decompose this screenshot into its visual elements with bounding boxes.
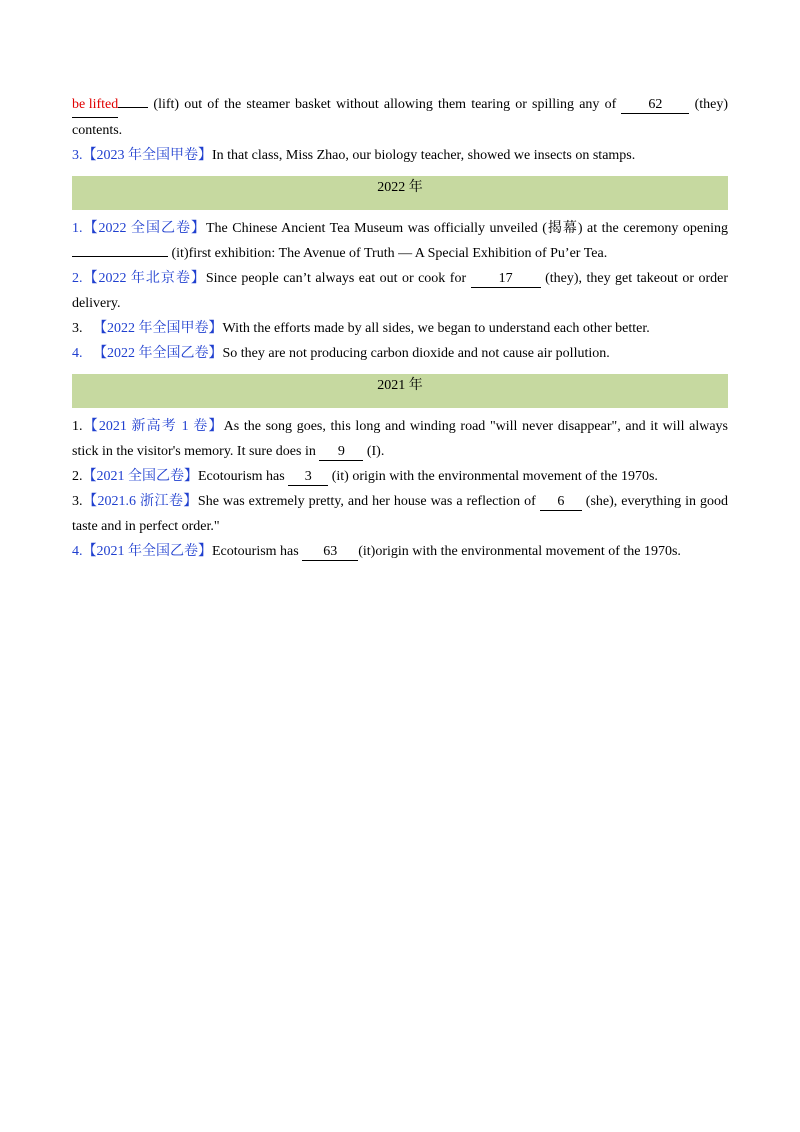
item-number: 2. [72, 469, 83, 484]
exam-source-tag: 【2022 年全国乙卷】 [93, 346, 223, 361]
item-2022-2 [72, 266, 728, 316]
exam-source-tag: 【2021 新高考 1 卷】 [82, 419, 224, 434]
item-number: 1. [72, 419, 83, 434]
item-text-a: As the song goes, this long and winding road "will never disappear", and it will always stick in the visitor's memory. It sure does in [72, 419, 729, 459]
item-text-a: The Chinese Ancient Tea Museum was officially unveiled (揭幕) at the ceremony opening [206, 221, 729, 236]
item-2023-3 [72, 143, 728, 168]
exam-source-tag: 【2023 年全国甲卷】 [82, 148, 212, 163]
item-2022-4 [72, 341, 728, 366]
item-number: 3. [72, 148, 83, 163]
section-header-2022: 2022 年 [72, 176, 728, 210]
item-text-b: (it)origin with the environmental movement of the 1970s. [358, 544, 681, 559]
section-header-2021: 2021 年 [72, 374, 728, 408]
item-number: 4. [72, 544, 83, 559]
answer-blank: 17 [471, 271, 541, 288]
exam-source-tag: 【2022 年全国甲卷】 [93, 321, 223, 336]
item-text: With the efforts made by all sides, we began to understand each other better. [222, 321, 650, 336]
item-number: 3. [72, 494, 83, 509]
intro-text-a: (lift) out of the steamer basket without allowing them tearing or spilling any of [148, 97, 622, 112]
item-text-b: (it)first exhibition: The Avenue of Truth — A Special Exhibition of Pu’er Tea. [168, 246, 608, 261]
item-text-a: Ecotourism has [212, 544, 303, 559]
answer-blank: 9 [319, 444, 363, 461]
item-text-b: (she), everything in good taste and in perfect order." [72, 494, 729, 534]
exam-source-tag: 【2022 年北京卷】 [82, 271, 206, 286]
intro-paragraph [72, 92, 728, 143]
intro-blank-62: 62 [621, 97, 689, 114]
item-text-b: (I). [363, 444, 385, 459]
answer-blank: 63 [302, 544, 358, 561]
item-2021-3 [72, 489, 728, 539]
item-text-a: She was extremely pretty, and her house was a reflection of [197, 494, 540, 509]
document-content [72, 92, 728, 564]
item-2021-2 [72, 464, 728, 489]
intro-answer-blank [118, 107, 148, 108]
exam-source-tag: 【2021 全国乙卷】 [82, 469, 198, 484]
item-text-a: Since people can’t always eat out or cook for [205, 271, 471, 286]
intro-text-b: (they) contents. [72, 97, 728, 138]
answer-blank: 6 [540, 494, 582, 511]
item-number: 4. [72, 346, 83, 361]
item-number: 1. [72, 221, 83, 236]
item-2021-1 [72, 414, 728, 464]
item-text: So they are not producing carbon dioxide and not cause air pollution. [222, 346, 610, 361]
answer-blank: 3 [288, 469, 328, 486]
item-number: 3. [72, 321, 83, 336]
item-number: 2. [72, 271, 83, 286]
exam-source-tag: 【2021.6 浙江卷】 [82, 494, 198, 509]
item-text-a: Ecotourism has [198, 469, 289, 484]
answer-blank [72, 256, 168, 257]
item-text-b: (it) origin with the environmental movement of the 1970s. [328, 469, 658, 484]
exam-source-tag: 【2022 全国乙卷】 [82, 221, 206, 236]
intro-answer: be lifted [72, 92, 118, 118]
item-text-b: (they), they get takeout or order delivery. [72, 271, 729, 311]
item-text: In that class, Miss Zhao, our biology teacher, showed we insects on stamps. [212, 148, 636, 163]
item-2022-3 [72, 316, 728, 341]
exam-source-tag: 【2021 年全国乙卷】 [82, 544, 212, 559]
item-2021-4 [72, 539, 728, 564]
item-2022-1 [72, 216, 728, 266]
